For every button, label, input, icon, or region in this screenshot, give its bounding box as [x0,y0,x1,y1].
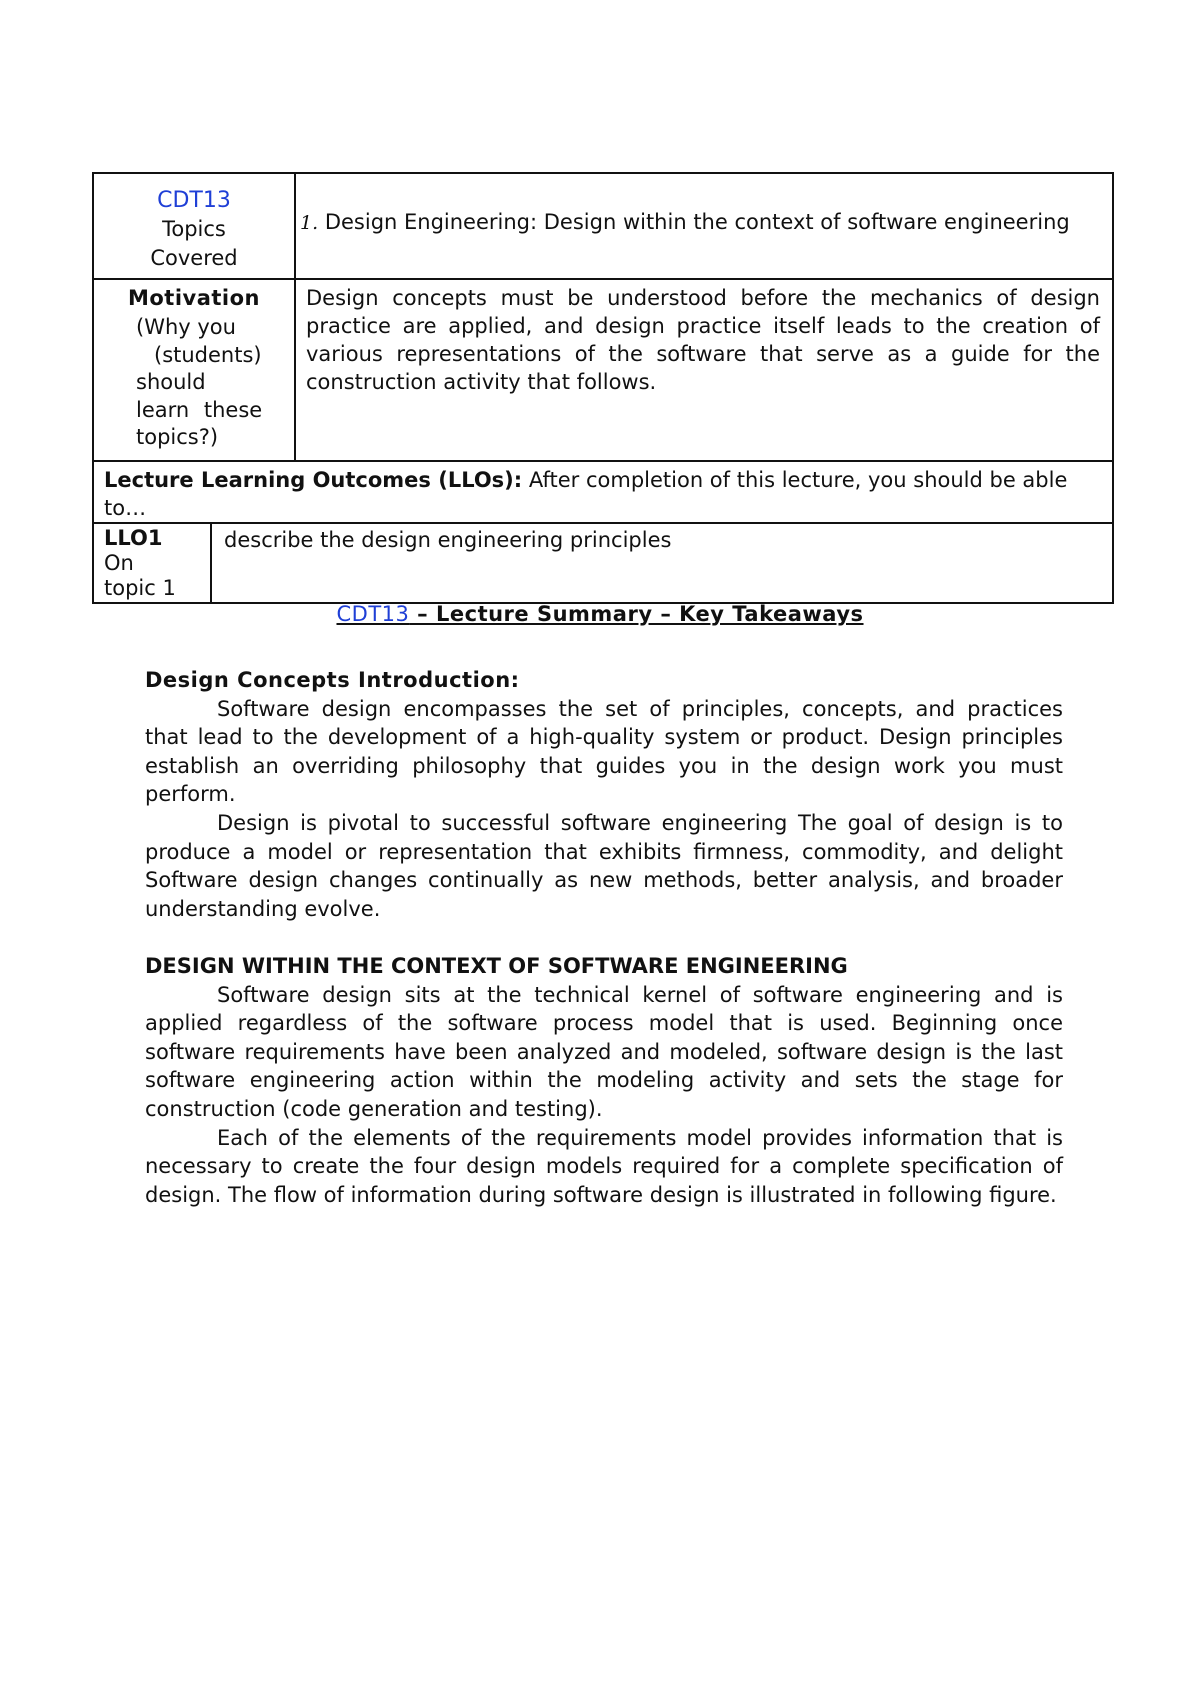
section-design-context [145,952,1063,1209]
section-heading: DESIGN WITHIN THE CONTEXT OF SOFTWARE ENGINEERING [145,954,848,978]
llo1-label-cell [94,524,212,602]
section-design-concepts [145,666,1063,923]
topics-label-cell [94,174,296,278]
llo1-text: describe the design engineering principles [224,528,672,552]
motivation-subtitle [104,314,284,452]
motivation-text: Design concepts must be understood before the mechanics of design practice are applied, and design practice itself leads to the creation of various representations of the software that serve as a guide for the construction activity that follows. [306,286,1100,394]
paragraph: Software design sits at the technical kernel of software engineering and is applied regardless of the software process model that is used. Beginning once software requirements have been analyzed and modeled, software design is the last software engineering action within the modeling activity and sets the stage for construction (code generation and testing). [145,982,1063,1121]
llo-header-text: After completion of this lecture, you should be able to… [104,468,1068,520]
topic-item-text: Design Engineering: Design within the context of software engineering [324,210,1070,234]
motivation-sub-line: (Why you [136,315,236,339]
llo1-row [94,524,1112,602]
motivation-sub-line: learn these [136,397,263,422]
motivation-title: Motivation [127,286,261,310]
llo1-on: On [104,551,134,575]
topics-row [94,174,1112,280]
llo-header-row [94,462,1112,524]
paragraph: Each of the elements of the requirements model provides information that is necessary to create the four design models required for a complete specification of design. The flow of information during software design is illustrated in following figure. [145,1125,1063,1207]
llo1-code: LLO1 [104,526,163,550]
course-info-table [92,172,1114,604]
topics-label-line2: Covered [150,246,238,270]
llo-header-cell [94,462,1112,522]
summary-title-text: – Lecture Summary – Key Takeaways [409,602,864,626]
motivation-label-cell [94,280,296,460]
llo1-topic: topic 1 [104,576,176,600]
motivation-sub-line: (students) [154,342,262,367]
motivation-sub-line: should [136,370,206,394]
paragraph: Design is pivotal to successful software engineering The goal of design is to produce a model or representation that exhibits firmness, commodity, and delight Software design changes continually as new methods, better analysis, and broader understanding evolve. [145,810,1063,921]
topics-content-cell [296,174,1112,278]
motivation-row [94,280,1112,462]
course-code: CDT13 [157,188,231,213]
topics-label-line1: Topics [162,217,226,241]
paragraph: Software design encompasses the set of principles, concepts, and practices that lead to the development of a high-quality system or product. Design principles establish an overriding philosophy that guides you in the design work you must perform. [145,696,1063,807]
llo-header-bold: Lecture Learning Outcomes (LLOs): [104,468,523,492]
section-heading: Design Concepts Introduction: [145,668,520,692]
summary-code-link[interactable]: CDT13 [336,602,410,626]
motivation-sub-line: topics?) [136,425,219,449]
summary-title [0,602,1200,626]
topic-item-number: 1. [300,212,319,234]
